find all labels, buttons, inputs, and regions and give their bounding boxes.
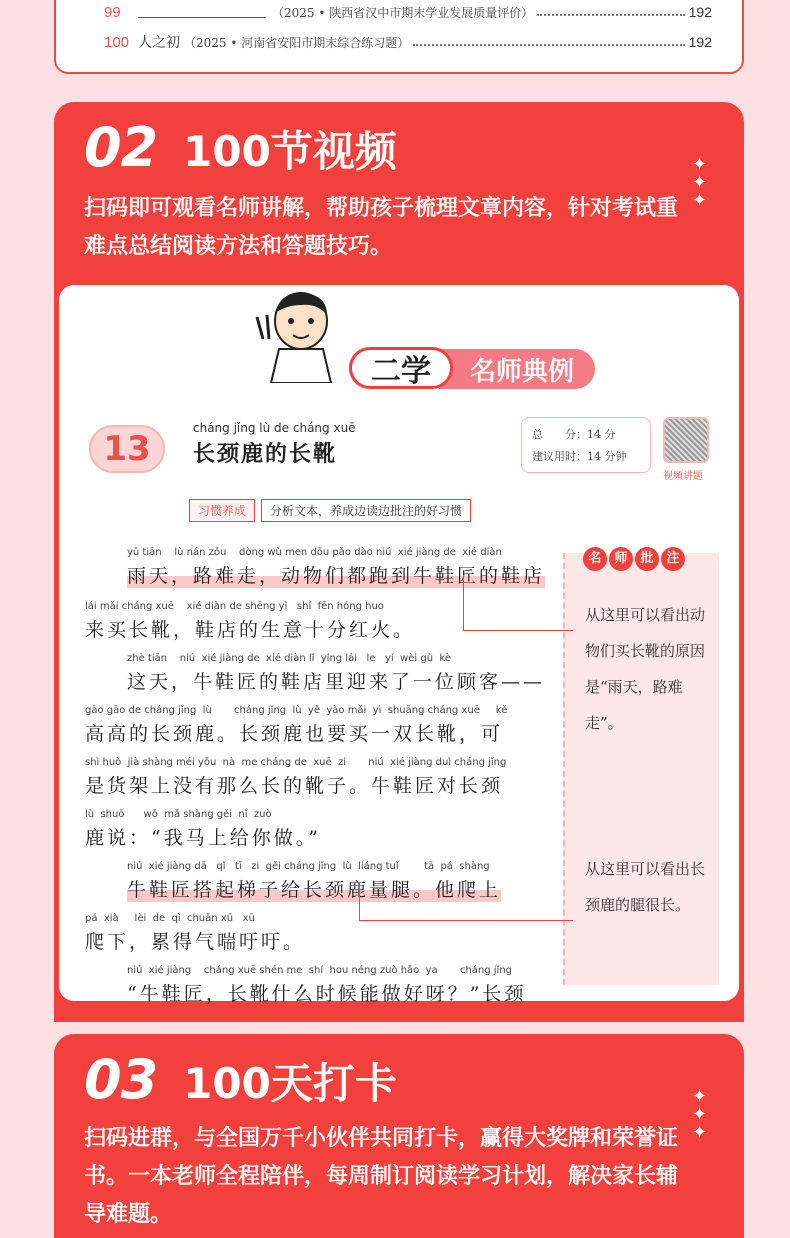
line-pinyin: lái mǎi cháng xuē xié diàn de shēng yì shí fēn hóng huo — [85, 601, 384, 612]
section-header — [84, 1048, 397, 1111]
toc-source: （2025 • 河南省安阳市期末综合练习题） — [184, 35, 410, 50]
passage-line — [127, 653, 545, 694]
section-description: 扫码即可观看名师讲解，帮助孩子梳理文章内容，针对考试重难点总结阅读方法和答题技巧。 — [84, 196, 679, 259]
badge-right: 名师典例 — [439, 349, 595, 389]
note-annotation: 从这里可以看出动物们买长靴的原因是“雨天，路难走”。 — [585, 606, 706, 732]
teacher-notes-header — [583, 547, 685, 571]
line-pinyin: gāo gāo de cháng jǐng lù cháng jǐng lù yě yào mǎi yì shuāng cháng xuē kě — [85, 705, 508, 716]
note-head-char: 注 — [661, 547, 685, 571]
line-text: 高高的长颈鹿。长颈鹿也要买一双长靴，可 — [85, 723, 504, 745]
line-text: 是货架上没有那么长的靴子。牛鞋匠对长颈 — [85, 775, 504, 797]
passage-line — [127, 965, 526, 1006]
toc-panel — [54, 0, 744, 74]
section-title: 100节视频 — [183, 127, 397, 176]
habit-text: 分析文本，养成边读边批注的好习惯 — [261, 499, 471, 522]
line-pinyin: niú xié jiàng dā qǐ tī zi gěi cháng jǐng lù liáng tuǐ tā pá shàng — [127, 861, 490, 872]
line-pinyin: pá xià lèi de qì chuǎn xū xū — [85, 913, 255, 924]
note-head-char: 名 — [583, 547, 607, 571]
section-title: 100天打卡 — [183, 1059, 397, 1108]
toc-source: （2025 • 陕西省汉中市期末学业发展质量评价） — [272, 5, 534, 20]
section-number: 03 — [84, 1048, 158, 1111]
toc-row[interactable] — [104, 30, 712, 54]
toc-num: 100 — [104, 33, 130, 51]
book-page-preview — [56, 282, 742, 1004]
lesson-pinyin: cháng jǐng lù de cháng xuē — [193, 421, 356, 435]
sparkle-icon: ✦ ✦ ✦ — [692, 154, 708, 211]
toc-title: 人之初 — [138, 35, 180, 51]
line-text: 爬下，累得气喘吁吁。 — [85, 931, 306, 953]
section-number: 02 — [84, 116, 158, 179]
toc-row[interactable] — [104, 0, 712, 24]
line-text: 鹿说：“我马上给你做。” — [85, 827, 321, 849]
toc-page: 192 — [688, 34, 712, 50]
annotation-connector — [359, 885, 573, 921]
note-annotation: 从这里可以看出长颈鹿的腿很长。 — [585, 860, 706, 914]
passage-line — [85, 757, 506, 798]
toc-leader — [537, 8, 684, 16]
annotation-connector — [463, 575, 573, 631]
meta-total: 总 分：14 分 — [532, 428, 616, 441]
toc-num: 99 — [104, 3, 121, 21]
meta-time: 建议用时：14 分钟 — [532, 450, 627, 463]
toc-leader — [413, 38, 684, 46]
toc-page: 192 — [688, 4, 712, 20]
toc-title-blank — [138, 6, 266, 18]
section-badge — [299, 347, 599, 389]
section-checkin — [54, 1034, 744, 1238]
note-head-char: 批 — [635, 547, 659, 571]
qr-code-icon[interactable] — [663, 417, 709, 463]
line-text: “牛鞋匠，长靴什么时候能做好呀？”长颈 — [127, 983, 527, 1005]
habit-tag: 习惯养成 — [189, 499, 255, 522]
lesson-title: 长颈鹿的长靴 — [193, 441, 338, 467]
passage-line — [85, 913, 305, 954]
line-text: 雨天，路难走，动物们都跑到牛鞋匠的鞋店 — [127, 561, 545, 588]
sparkle-icon: ✦ ✦ ✦ — [692, 1086, 708, 1143]
line-pinyin: niú xié jiàng cháng xuē shén me shí hou néng zuò hǎo ya cháng jǐng — [127, 965, 513, 976]
line-text: 来买长靴，鞋店的生意十分红火。 — [85, 619, 416, 641]
line-pinyin: zhè tiān niú xié jiàng de xié diàn lǐ yíng lái le yí wèi gù kè — [127, 653, 451, 664]
section-description: 扫码进群，与全国万千小伙伴共同打卡，赢得大奖牌和荣誉证书。一本老师全程陪伴，每周制订阅读学习计划，解决家长辅导难题。 — [84, 1126, 679, 1227]
line-text: 牛鞋匠搭起梯子给长颈鹿量腿。他爬上 — [127, 875, 501, 902]
line-pinyin: shì huò jià shàng méi yǒu nà me cháng de xuē zi niú xié jiàng duì cháng jǐng — [85, 757, 507, 768]
line-text: 这天，牛鞋匠的鞋店里迎来了一位顾客—— — [127, 671, 546, 693]
lesson-number: 13 — [89, 425, 165, 473]
qr-label: 视频讲题 — [663, 471, 703, 482]
badge-left: 二学 — [349, 347, 453, 389]
line-pinyin: lù shuō wǒ mǎ shàng gěi nǐ zuò — [85, 809, 272, 820]
passage-line — [85, 809, 321, 850]
section-header — [84, 116, 397, 179]
passage-line — [85, 601, 415, 642]
habit-row — [189, 499, 471, 522]
lesson-meta — [521, 417, 651, 473]
passage-line — [85, 705, 507, 746]
line-pinyin: yǔ tiān lù nán zǒu dòng wù men dōu pǎo dào niú xié jiàng de xié diàn — [127, 547, 502, 558]
note-head-char: 师 — [609, 547, 633, 571]
